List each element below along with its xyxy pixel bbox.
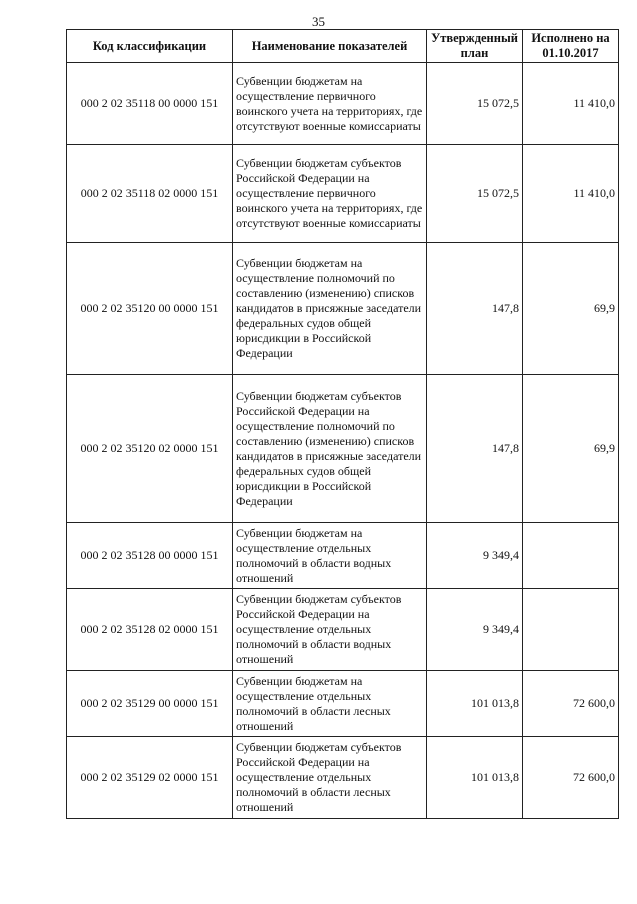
row-code: 000 2 02 35118 00 0000 151 — [67, 63, 233, 145]
row-executed: 69,9 — [523, 375, 619, 523]
row-code: 000 2 02 35128 02 0000 151 — [67, 589, 233, 671]
row-name: Субвенции бюджетам на осуществление отдельных полномочий в области лесных отношений — [233, 671, 427, 737]
row-plan: 101 013,8 — [427, 737, 523, 819]
table-row — [67, 375, 619, 523]
row-plan: 101 013,8 — [427, 671, 523, 737]
row-plan: 9 349,4 — [427, 589, 523, 671]
row-executed: 72 600,0 — [523, 671, 619, 737]
row-executed: 11 410,0 — [523, 145, 619, 243]
row-code: 000 2 02 35120 02 0000 151 — [67, 375, 233, 523]
header-name: Наименование показателей — [233, 30, 427, 63]
row-executed: 72 600,0 — [523, 737, 619, 819]
header-executed: Исполнено на 01.10.2017 — [523, 30, 619, 63]
row-name: Субвенции бюджетам на осуществление полномочий по составлению (изменению) списков кандидатов в присяжные заседатели федеральных судов общей юрисдикции в Российской Федерации — [233, 243, 427, 375]
table-row — [67, 589, 619, 671]
row-name: Субвенции бюджетам на осуществление первичного воинского учета на территориях, где отсутствуют военные комиссариаты — [233, 63, 427, 145]
row-code: 000 2 02 35129 02 0000 151 — [67, 737, 233, 819]
row-executed: 11 410,0 — [523, 63, 619, 145]
table-row — [67, 145, 619, 243]
row-name: Субвенции бюджетам субъектов Российской Федерации на осуществление отдельных полномочий в области водных отношений — [233, 589, 427, 671]
row-code: 000 2 02 35129 00 0000 151 — [67, 671, 233, 737]
row-plan: 147,8 — [427, 243, 523, 375]
row-code: 000 2 02 35128 00 0000 151 — [67, 523, 233, 589]
table-row — [67, 243, 619, 375]
row-code: 000 2 02 35118 02 0000 151 — [67, 145, 233, 243]
header-plan: Утвержденный план — [427, 30, 523, 63]
row-name: Субвенции бюджетам субъектов Российской Федерации на осуществление полномочий по составлению (изменению) списков кандидатов в присяжные заседатели федеральных судов общей юрисдикции в Российской Федерации — [233, 375, 427, 523]
row-executed — [523, 589, 619, 671]
row-name: Субвенции бюджетам субъектов Российской Федерации на осуществление первичного воинского учета на территориях, где отсутствуют военные комиссариаты — [233, 145, 427, 243]
header-code: Код классификации — [67, 30, 233, 63]
budget-table — [66, 29, 619, 819]
table-row — [67, 737, 619, 819]
row-plan: 15 072,5 — [427, 145, 523, 243]
row-code: 000 2 02 35120 00 0000 151 — [67, 243, 233, 375]
row-plan: 147,8 — [427, 375, 523, 523]
row-plan: 9 349,4 — [427, 523, 523, 589]
page-number: 35 — [312, 14, 325, 29]
row-plan: 15 072,5 — [427, 63, 523, 145]
table-row — [67, 63, 619, 145]
row-executed: 69,9 — [523, 243, 619, 375]
table-row — [67, 523, 619, 589]
table-row — [67, 671, 619, 737]
row-executed — [523, 523, 619, 589]
row-name: Субвенции бюджетам на осуществление отдельных полномочий в области водных отношений — [233, 523, 427, 589]
row-name: Субвенции бюджетам субъектов Российской Федерации на осуществление отдельных полномочий в области лесных отношений — [233, 737, 427, 819]
table-header-row — [67, 30, 619, 63]
